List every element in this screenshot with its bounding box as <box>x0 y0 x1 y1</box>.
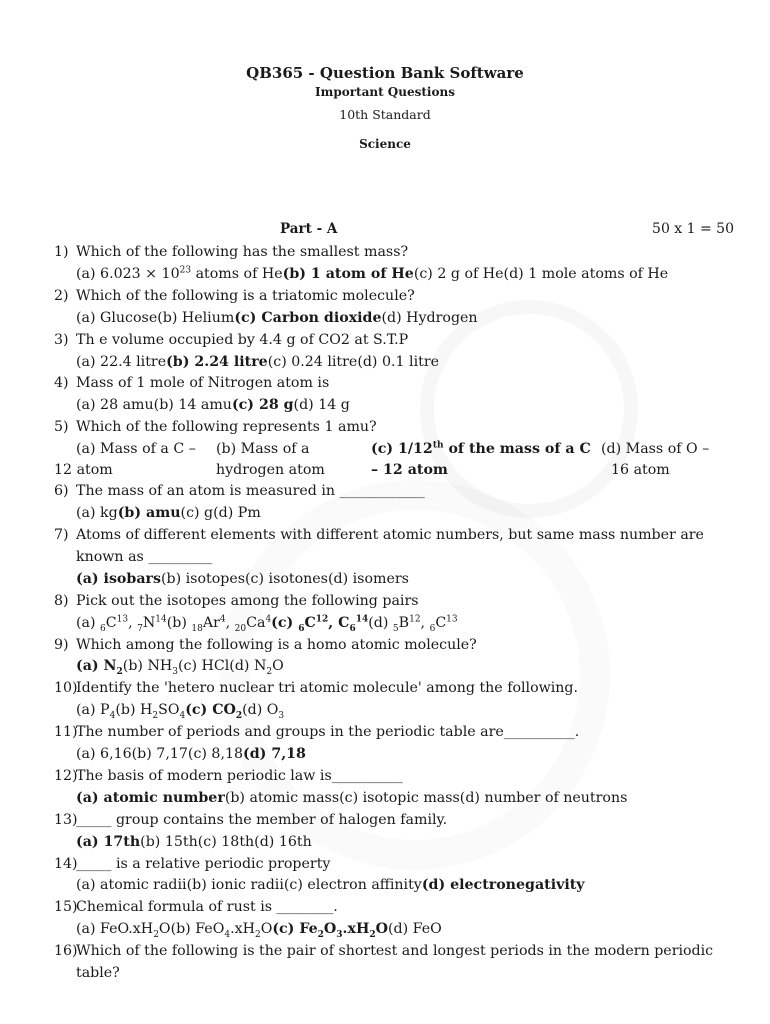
option-d: (d) $O_3$ <box>242 702 285 722</box>
question-4 <box>54 373 744 395</box>
question-text: Mass of 1 mole of Nitrogen atom is <box>76 375 330 392</box>
option-c: (c) $Fe_2O_3.xH_2O$ <box>272 921 388 941</box>
question-number: 7) <box>54 526 69 543</box>
options-13 <box>54 832 744 854</box>
option-b: (b) 2.24 litre <box>166 353 268 370</box>
option-b: (b) $NH_3$ <box>122 658 178 678</box>
question-12 <box>54 766 744 788</box>
option-a: (a) isobars <box>76 570 161 587</box>
option-a: (a) $N_2$ <box>76 658 123 678</box>
document-subtitle: Important Questions <box>315 85 455 99</box>
option-a: (a) Glucose <box>76 309 158 326</box>
part-label: Part - A <box>280 221 338 237</box>
option-b: (b) $_{18}Ar^4$, $_{20}Ca^4$ <box>166 613 272 634</box>
options-7 <box>54 569 744 591</box>
question-number: 10) <box>54 680 78 697</box>
option-c: (c) $CO_2$ <box>185 702 243 722</box>
option-c: (c) 28 g <box>231 397 294 414</box>
options-5 <box>54 439 744 481</box>
option-c: (c) HCl <box>177 658 230 675</box>
option-b: (b) ionic radii <box>186 877 284 894</box>
question-3 <box>54 330 744 352</box>
option-d: (d) number of neutrons <box>459 789 628 806</box>
question-7 <box>54 525 744 569</box>
question-number: 9) <box>54 636 69 653</box>
option-d: (d) isomers <box>327 570 409 587</box>
question-8 <box>54 591 744 613</box>
option-b: (b) $FeO_4.xH_2O$ <box>170 921 273 941</box>
option-a: (a) atomic radii <box>76 877 187 894</box>
question-number: 4) <box>54 375 69 392</box>
question-number: 11) <box>54 724 78 741</box>
option-d: (d) electronegativity <box>421 877 585 894</box>
question-2 <box>54 286 744 308</box>
question-9 <box>54 635 744 657</box>
question-text: The basis of modern periodic law is__________ <box>76 767 403 784</box>
option-b-line1: (b) Mass of a <box>216 441 310 458</box>
question-number: 1) <box>54 244 69 260</box>
standard-label: 10th Standard <box>339 107 431 122</box>
option-a-line1: (a) Mass of a C – <box>76 441 196 458</box>
question-text: Identify the 'hetero nuclear tri atomic molecule' among the following. <box>76 680 579 697</box>
option-a: (a) 22.4 litre <box>76 353 167 370</box>
question-text: Which of the following is the pair of shortest and longest periods in the modern periodic table? <box>76 943 714 982</box>
option-d: (d) 16th <box>254 833 312 850</box>
question-text: Pick out the isotopes among the following pairs <box>76 592 419 609</box>
option-c-line1: (c) 1/12th of the mass of a C <box>371 440 591 458</box>
document-title: QB365 - Question Bank Software <box>246 64 524 82</box>
option-a: (a) kg <box>76 505 118 522</box>
question-text: _____ is a relative periodic property <box>76 855 331 872</box>
options-14 <box>54 875 744 897</box>
option-b: (b) 7,17 <box>131 746 188 763</box>
option-c: (c) g <box>180 505 214 522</box>
question-number: 3) <box>54 331 69 348</box>
option-b: (b) isotopes <box>160 570 246 587</box>
marks-label: 50 x 1 = 50 <box>652 221 734 237</box>
question-11 <box>54 722 744 744</box>
option-b: (b) 1 atom of He <box>282 265 414 282</box>
option-c: (c) Carbon dioxide <box>234 309 382 326</box>
question-text: Which of the following is a triatomic molecule? <box>76 287 415 304</box>
option-d: (d) Pm <box>213 505 261 522</box>
option-c: (c) isotopic mass <box>339 789 460 806</box>
question-number: 12) <box>54 767 78 784</box>
option-c: (c) $_6C^{12}$, $C_6^{14}$ <box>271 613 369 634</box>
option-b: (b) amu <box>117 505 181 522</box>
options-3 <box>54 352 744 374</box>
option-a: (a) $_6C^{13}$, $_7N^{14}$ <box>76 613 167 634</box>
question-6 <box>54 481 744 503</box>
option-b: (b) 14 amu <box>153 397 232 414</box>
option-c: (c) 0.24 litre <box>267 353 358 370</box>
question-5 <box>54 417 744 439</box>
option-c-line2: – 12 atom <box>371 462 448 479</box>
question-number: 13) <box>54 811 78 828</box>
question-text: Th e volume occupied by 4.4 g of CO2 at S.T.P <box>76 331 409 348</box>
option-d: (d) $N_2O$ <box>229 658 284 678</box>
option-b: (b) 15th <box>140 833 198 850</box>
question-number: 6) <box>54 483 69 500</box>
option-c: (c) electron affinity <box>283 877 422 894</box>
options-15 <box>54 919 744 941</box>
option-a: (a) $6.023 \times 10^{23}$ atoms of He <box>76 265 283 282</box>
question-text: Which of the following has the smallest mass? <box>76 244 409 260</box>
question-text: Chemical formula of rust is ________. <box>76 899 338 916</box>
question-16 <box>54 941 744 985</box>
options-2 <box>54 308 744 330</box>
options-4 <box>54 395 744 417</box>
option-d: (d) FeO <box>387 921 442 938</box>
question-number: 14) <box>54 855 78 872</box>
option-b: (b) Helium <box>157 309 235 326</box>
options-6 <box>54 503 744 525</box>
options-9 <box>54 656 744 678</box>
options-1 <box>54 264 744 286</box>
question-number: 16) <box>54 943 78 960</box>
option-d: (d) $_5B^{12}$, $_6C^{13}$ <box>368 613 458 634</box>
question-text: Atoms of different elements with different atomic numbers, but same mass number are known as _________ <box>76 526 704 565</box>
question-10 <box>54 678 744 700</box>
question-1 <box>54 242 744 264</box>
question-13 <box>54 810 744 832</box>
question-14 <box>54 854 744 876</box>
option-b: (b) $H_2SO_4$ <box>115 702 186 722</box>
question-number: 5) <box>54 419 69 436</box>
option-a: (a) $FeO.xH_2O$ <box>76 921 171 941</box>
option-d-line1: (d) Mass of O – <box>601 441 710 458</box>
option-c: (c) 2 g of He <box>413 265 504 282</box>
question-text: _____ group contains the member of halogen family. <box>76 811 448 828</box>
option-c: (c) isotones <box>245 570 328 587</box>
option-a-line2: 12 atom <box>54 462 113 479</box>
question-number: 8) <box>54 592 69 609</box>
option-c: (c) 8,18 <box>187 746 244 763</box>
question-list <box>54 242 744 985</box>
question-number: 2) <box>54 287 69 304</box>
options-12 <box>54 788 744 810</box>
option-a: (a) $P_4$ <box>76 702 116 722</box>
option-b: (b) atomic mass <box>224 789 340 806</box>
option-d: (d) 0.1 litre <box>357 353 440 370</box>
question-15 <box>54 897 744 919</box>
options-10 <box>54 700 744 722</box>
question-text: Which of the following represents 1 amu? <box>76 419 377 436</box>
question-number: 15) <box>54 899 78 916</box>
option-d: (d) 14 g <box>293 397 350 414</box>
option-a: (a) 17th <box>76 833 141 850</box>
subject-label: Science <box>359 137 411 151</box>
question-text: Which among the following is a homo atomic molecule? <box>76 636 477 653</box>
question-text: The number of periods and groups in the periodic table are__________. <box>76 724 580 741</box>
option-d-line2: 16 atom <box>611 462 670 479</box>
option-a: (a) atomic number <box>76 789 225 806</box>
option-c: (c) 18th <box>197 833 255 850</box>
option-a: (a) 28 amu <box>76 397 154 414</box>
option-a: (a) 6,16 <box>76 746 132 763</box>
option-d: (d) 1 mole atoms of He <box>503 265 669 282</box>
option-b-line2: hydrogen atom <box>216 462 325 479</box>
question-text: The mass of an atom is measured in ____________ <box>76 483 425 500</box>
option-d: (d) 7,18 <box>243 746 306 763</box>
option-d: (d) Hydrogen <box>381 309 478 326</box>
options-11 <box>54 744 744 766</box>
options-8 <box>54 613 744 635</box>
